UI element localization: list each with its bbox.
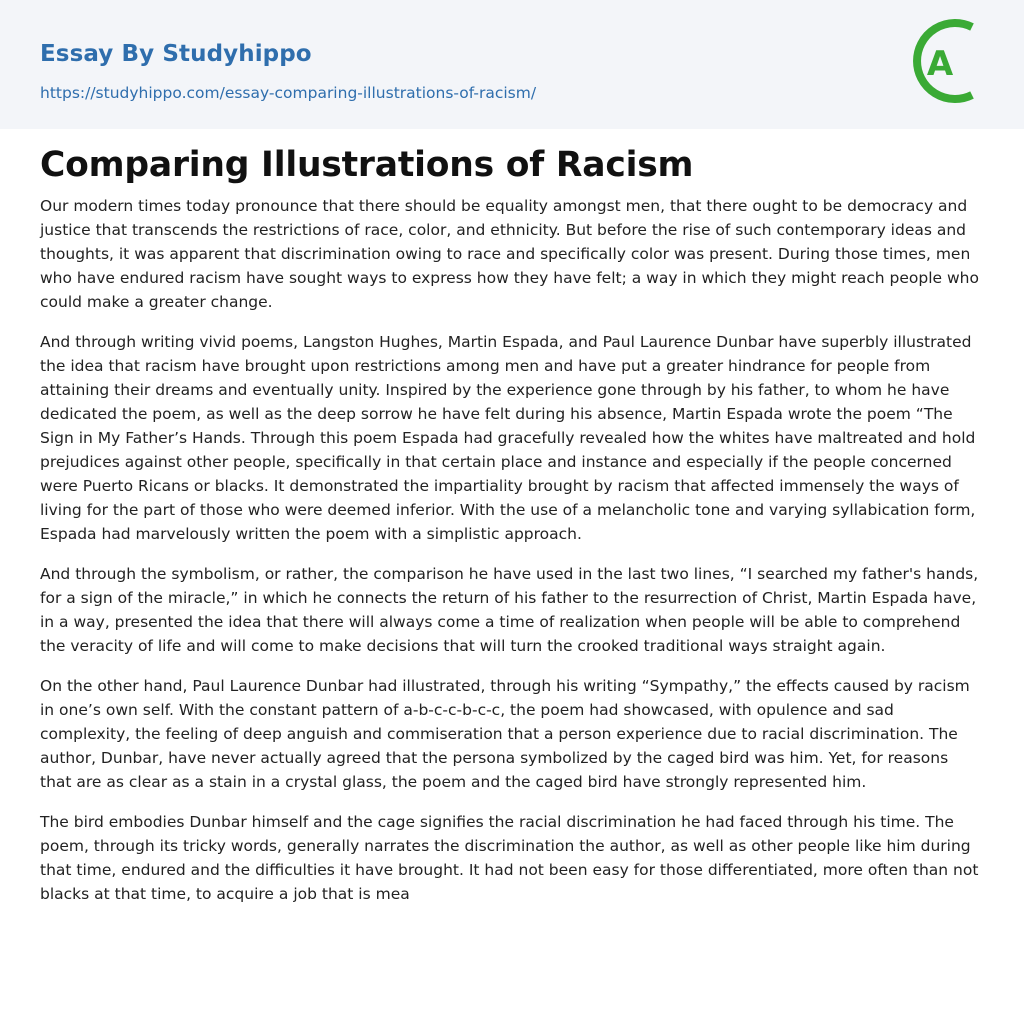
logo-letter: A bbox=[926, 44, 954, 84]
essay-body bbox=[40, 194, 984, 922]
studyhippo-logo-icon[interactable] bbox=[910, 18, 990, 108]
paragraph: And through the symbolism, or rather, the comparison he have used in the last two lines, “I searched my father's hands, for a sign of the miracle,” in which he connects the return of his father to the resurrection of Christ, Martin Espada have, in a way, presented the idea that there will always come a time of realization when people will be able to comprehend the veracity of life and will come to make decisions that will turn the crooked traditional ways straight again. bbox=[40, 565, 979, 655]
paragraph: And through writing vivid poems, Langston Hughes, Martin Espada, and Paul Laurence Dunbar have superbly illustrated the idea that racism have brought upon restrictions among men and have put a greater hindrance for people from attaining their dreams and eventually unity. Inspired by the experience gone through by his father, to whom he have dedicated the poem, as well as the deep sorrow he have felt during his absence, Martin Espada wrote the poem “The Sign in My Father’s Hands. Through this poem Espada had gracefully revealed how the whites have maltreated and hold prejudices against other people, specifically in that certain place and instance and especially if the people concerned were Puerto Ricans or blacks. It demonstrated the impartiality brought by racism that affected immensely the ways of living for the part of those who were deemed inferior. With the use of a melancholic tone and varying syllabication form, Espada had marvelously written the poem with a simplistic approach. bbox=[40, 333, 976, 543]
paragraph: Our modern times today pronounce that there should be equality amongst men, that there ought to be democracy and justice that transcends the restrictions of race, color, and ethnicity. But before the rise of such contemporary ideas and thoughts, it was apparent that discrimination owing to race and specifically color was present. During those times, men who have endured racism have sought ways to express how they have felt; a way in which they might reach people who could make a greater change. bbox=[40, 197, 979, 311]
page-title: Comparing Illustrations of Racism bbox=[40, 145, 694, 185]
paragraph: On the other hand, Paul Laurence Dunbar had illustrated, through his writing “Sympathy,” the effects caused by racism in one’s own self. With the constant pattern of a-b-c-c-b-c-c, the poem had showcased, with opulence and sad complexity, the feeling of deep anguish and commiseration that a person experience due to racial discrimination. The author, Dunbar, have never actually agreed that the persona symbolized by the caged bird was him. Yet, for reasons that are as clear as a stain in a crystal glass, the poem and the caged bird have strongly represented him. bbox=[40, 677, 970, 791]
paragraph: The bird embodies Dunbar himself and the cage signifies the racial discrimination he had faced through his time. The poem, through its tricky words, generally narrates the discrimination the author, as well as other people like him during that time, endured and the difficulties it have brought. It had not been easy for those differentiated, more often than not blacks at that time, to acquire a job that is mea bbox=[40, 813, 979, 903]
site-brand[interactable]: Essay By Studyhippo bbox=[40, 41, 312, 67]
essay-url-link[interactable]: https://studyhippo.com/essay-comparing-illustrations-of-racism/ bbox=[40, 84, 537, 102]
site-header bbox=[0, 0, 1024, 129]
